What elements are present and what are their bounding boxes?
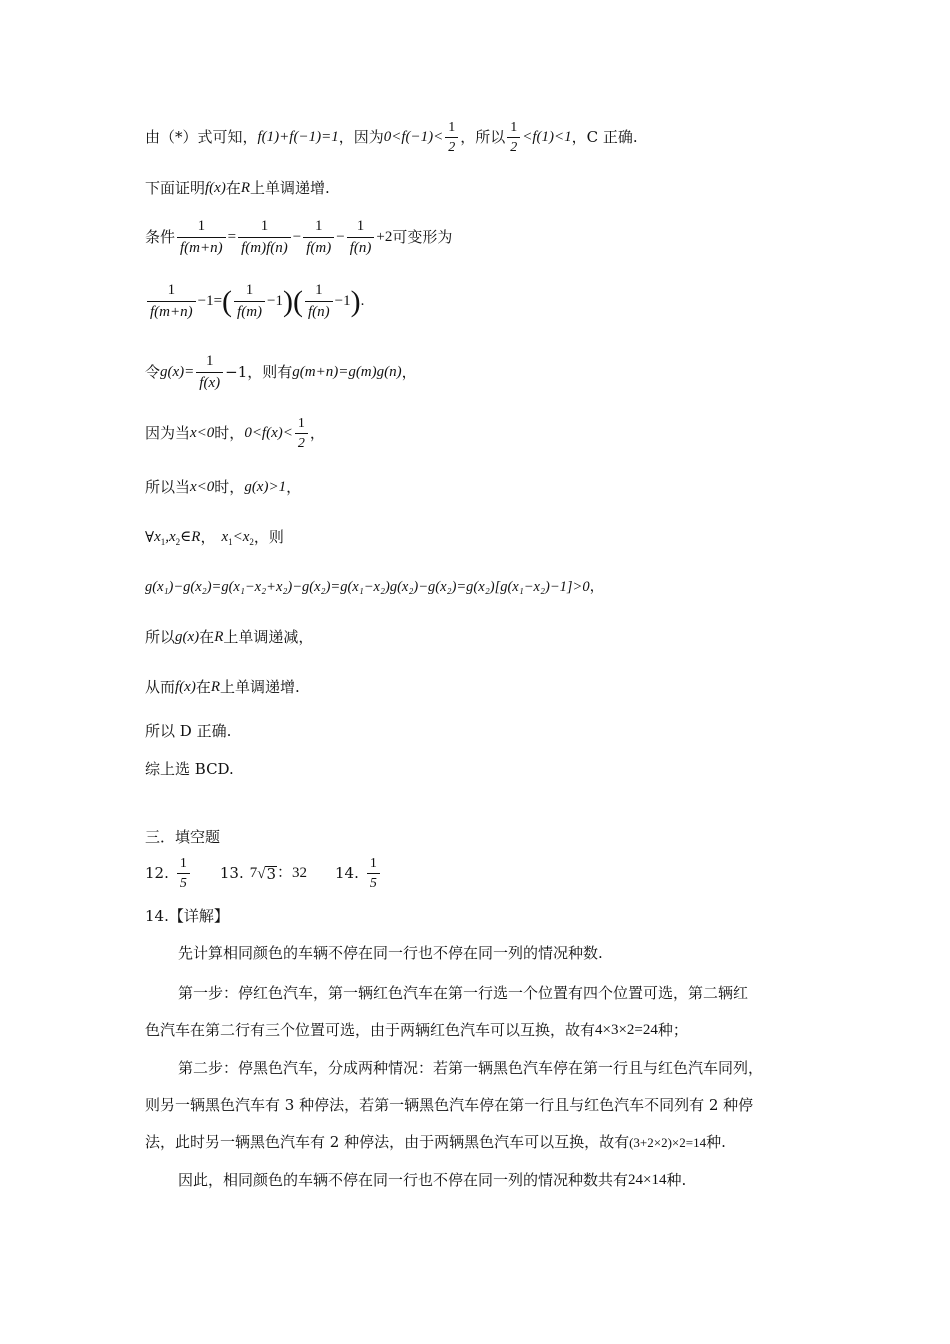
text: 因此，相同颜色的车辆不停在同一行也不停在同一列的情况种数共有 <box>178 1171 629 1189</box>
math: g(x)>1 <box>244 479 287 495</box>
text: ，则 <box>253 528 284 546</box>
math: g(m+n)=g(m)g(n) <box>292 363 402 380</box>
text: ，因为 <box>338 128 384 147</box>
fraction: $\frac{1}{f(m)}$ <box>303 218 334 256</box>
line-2 <box>145 181 330 196</box>
text: 在 <box>225 179 241 197</box>
text: ，C 正确. <box>571 128 638 147</box>
sqrt: √ 3 <box>257 864 276 883</box>
math: g(x)= <box>160 363 195 380</box>
fraction-half: $\frac{1}{2}$ <box>507 120 520 156</box>
text: ， <box>589 579 605 595</box>
text: −1，则有 <box>225 362 293 381</box>
math: x<0 <box>190 479 215 495</box>
answer-14-fraction: $\frac{1}{5}$ <box>367 856 380 892</box>
paragraph-3-line-1: 第二步：停黑色汽车，分成两种情况：若第一辆黑色汽车停在第一行且与红色汽车同列， <box>178 1059 764 1077</box>
fraction: $\frac{1}{f(m+n)}$ <box>177 218 226 256</box>
line-4: $\frac{1}{f(m+n)}$ −1= ( $\frac{1}{f(m)}$ −1 )( $\frac{1}{f(n)}$ −1 ) . <box>145 282 364 320</box>
paragraph-2-line-1: 第一步：停红色汽车，第一辆红色汽车在第一行选一个位置有四个位置可选，第二辆红 <box>178 984 749 1002</box>
text: 上单调递减， <box>223 628 314 646</box>
paragraph-1: 先计算相同颜色的车辆不停在同一行也不停在同一列的情况种数. <box>178 944 603 962</box>
text: 在 <box>199 628 215 646</box>
math: (3+2×2)×2=14 <box>629 1135 707 1150</box>
line-10 <box>145 630 313 645</box>
fraction: $\frac{1}{f(m+n)}$ <box>147 282 196 320</box>
math: R <box>240 180 251 196</box>
equation: f(1)+f(−1)=1 <box>257 129 339 146</box>
q14-label: 14. <box>335 864 359 883</box>
text: ， <box>401 362 417 381</box>
fraction-half: $\frac{1}{2}$ <box>295 416 308 452</box>
line-9 <box>145 580 604 595</box>
math: 0<f(x)< <box>244 425 293 442</box>
math: R <box>210 679 221 695</box>
text: 由（*）式可知， <box>145 128 258 147</box>
paragraph-3-line-3 <box>145 1135 726 1150</box>
paragraph-2-line-2 <box>145 1023 688 1038</box>
text: ， <box>286 478 302 496</box>
text: 种. <box>666 1171 687 1189</box>
line-6 <box>145 416 325 452</box>
text: 所以当 <box>145 478 191 496</box>
text: 色汽车在第二行有三个位置可选，由于两辆红色汽车可以互换，故有 <box>145 1021 596 1039</box>
math: g(x) <box>175 629 200 645</box>
text: 下面证明 <box>145 179 206 197</box>
text: 在 <box>195 678 211 696</box>
math: R <box>214 629 224 645</box>
text: 可变形为 <box>392 227 453 246</box>
text: 上单调递增. <box>250 179 330 197</box>
line-12: 所以 D 正确. <box>145 722 232 740</box>
text: 上单调递增. <box>220 678 300 696</box>
line-5 <box>145 353 417 391</box>
text: ∀ <box>145 528 155 546</box>
section-heading: 三．填空题 <box>145 828 221 846</box>
line-1 <box>145 120 638 156</box>
math: 4×3×2=24 <box>595 1022 658 1038</box>
fraction: $\frac{1}{f(m)f(n)}$ <box>238 218 291 256</box>
fraction-half: $\frac{1}{2}$ <box>445 120 458 156</box>
text: ， <box>200 528 216 546</box>
equation-chain: g(x₁)−g(x₂)=g(x₁−x₂+x₂)−g(x₂)=g(x₁−x₂)g(x₂)−g(x₂)=g(x₂)[g(x₁−x₂)−1]>0 <box>145 579 590 595</box>
text: 种； <box>657 1021 688 1039</box>
answer-13-tail: ：32 <box>277 865 308 882</box>
q12-label: 12. <box>145 864 169 883</box>
text: ， <box>309 424 325 443</box>
text: 条件 <box>145 227 176 246</box>
detail-heading: 14.【详解】 <box>145 907 229 925</box>
math: x<0 <box>190 425 215 442</box>
line-13: 综上选 BCD. <box>145 760 234 778</box>
inequality: 0<f(−1)< <box>383 129 444 146</box>
line-8: ∀ $x_1,x_2\in R$ ， $x_1<x_2$ ，则 <box>145 528 284 547</box>
fraction: $\frac{1}{f(m)}$ <box>234 282 265 320</box>
paragraph-4 <box>178 1173 686 1188</box>
text: 因为当 <box>145 424 191 443</box>
math: 24×14 <box>628 1172 667 1188</box>
math: f(x) <box>205 180 226 196</box>
paragraph-3-line-2: 则另一辆黑色汽车有 3 种停法，若第一辆黑色汽车停在第一行且与红色汽车不同列有 2 种停 <box>145 1096 754 1114</box>
text: 所以 <box>145 628 176 646</box>
answers-row: 12. $\frac{1}{5}$ 13. 7 √ 3 ：32 14. $\frac{1}{5}$ <box>145 856 382 892</box>
line-3: 条件 $\frac{1}{f(m+n)}$ = $\frac{1}{f(m)f(n)}$ − $\frac{1}{f(m)}$ − $\frac{1}{f(n)}$ +2 可变形为 <box>145 218 453 256</box>
text: 从而 <box>145 678 176 696</box>
text: 时， <box>214 424 245 443</box>
fraction: $\frac{1}{f(n)}$ <box>347 218 375 256</box>
math: f(x) <box>175 679 196 695</box>
fraction: $\frac{1}{f(x)}$ <box>196 353 223 391</box>
answer-12-fraction: $\frac{1}{5}$ <box>177 856 190 892</box>
line-11 <box>145 680 300 695</box>
text: ，所以 <box>460 128 506 147</box>
line-7 <box>145 480 301 495</box>
q13-label: 13. <box>219 864 244 883</box>
text: 令 <box>145 362 161 381</box>
text: 法，此时另一辆黑色汽车有 2 种停法，由于两辆黑色汽车可以互换，故有 <box>145 1133 630 1151</box>
text: 种. <box>706 1133 726 1151</box>
fraction: $\frac{1}{f(n)}$ <box>305 282 333 320</box>
inequality: <f(1)<1 <box>522 129 572 146</box>
text: 时， <box>214 478 245 496</box>
